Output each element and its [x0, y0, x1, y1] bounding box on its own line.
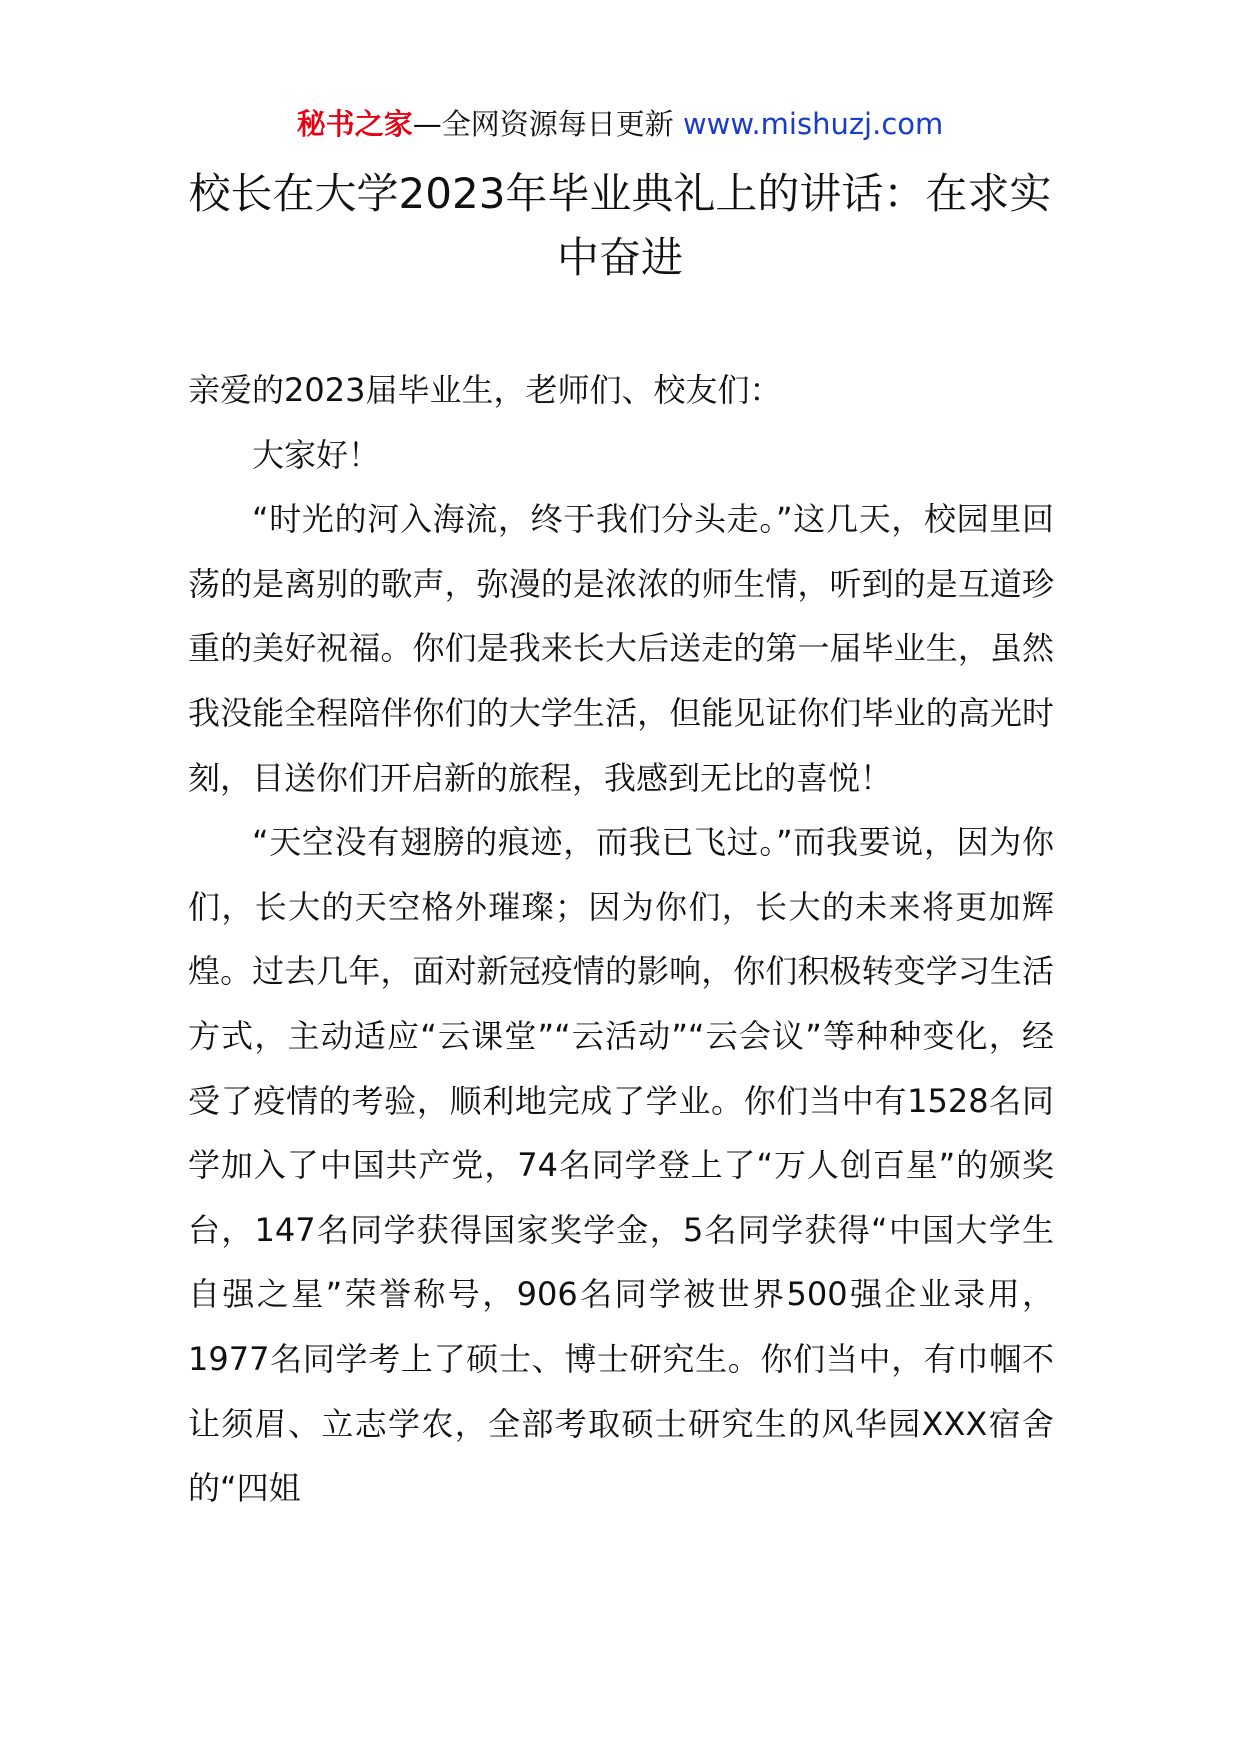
paragraph-farewell: “时光的河入海流，终于我们分头走。”这几天，校园里回荡的是离别的歌声，弥漫的是浓浓的师生情，听到的是互道珍重的美好祝福。你们是我来长大后送走的第一届毕业生，虽然我没能全程陪伴你们的大学生活，但能见证你们毕业的高光时刻，目送你们开启新的旅程，我感到无比的喜悦！ — [188, 500, 1054, 797]
paragraph-achievements: “天空没有翅膀的痕迹，而我已飞过。”而我要说，因为你们，长大的天空格外璀璨；因为你们，长大的未来将更加辉煌。过去几年，面对新冠疫情的影响，你们积极转变学习生活方式，主动适应“云课堂”“云活动”“云会议”等种种变化，经受了疫情的考验，顺利地完成了学业。你们当中有1528名同学加入了中国共产党，74名同学登上了“万人创百星”的颁奖台，147名同学获得国家奖学金，5名同学获得“中国大学生自强之星”荣誉称号，906名同学被世界500强企业录用，1977名同学考上了硕士、博士研究生。你们当中，有巾帼不让须眉、立志学农，全部考取硕士研究生的风华园XXX宿舍的“四姐 — [188, 823, 1054, 1508]
document-body — [188, 358, 1054, 1521]
paragraph-greeting: 大家好！ — [252, 435, 381, 474]
header-tagline: —全网资源每日更新 — [412, 107, 683, 141]
brand-name: 秘书之家 — [296, 107, 413, 141]
site-header — [0, 104, 1240, 144]
site-url[interactable]: www.mishuzj.com — [682, 107, 944, 141]
document-title: 校长在大学2023年毕业典礼上的讲话：在求实中奋进 — [188, 169, 1052, 282]
salutation: 亲爱的2023届毕业生，老师们、校友们： — [188, 371, 782, 409]
